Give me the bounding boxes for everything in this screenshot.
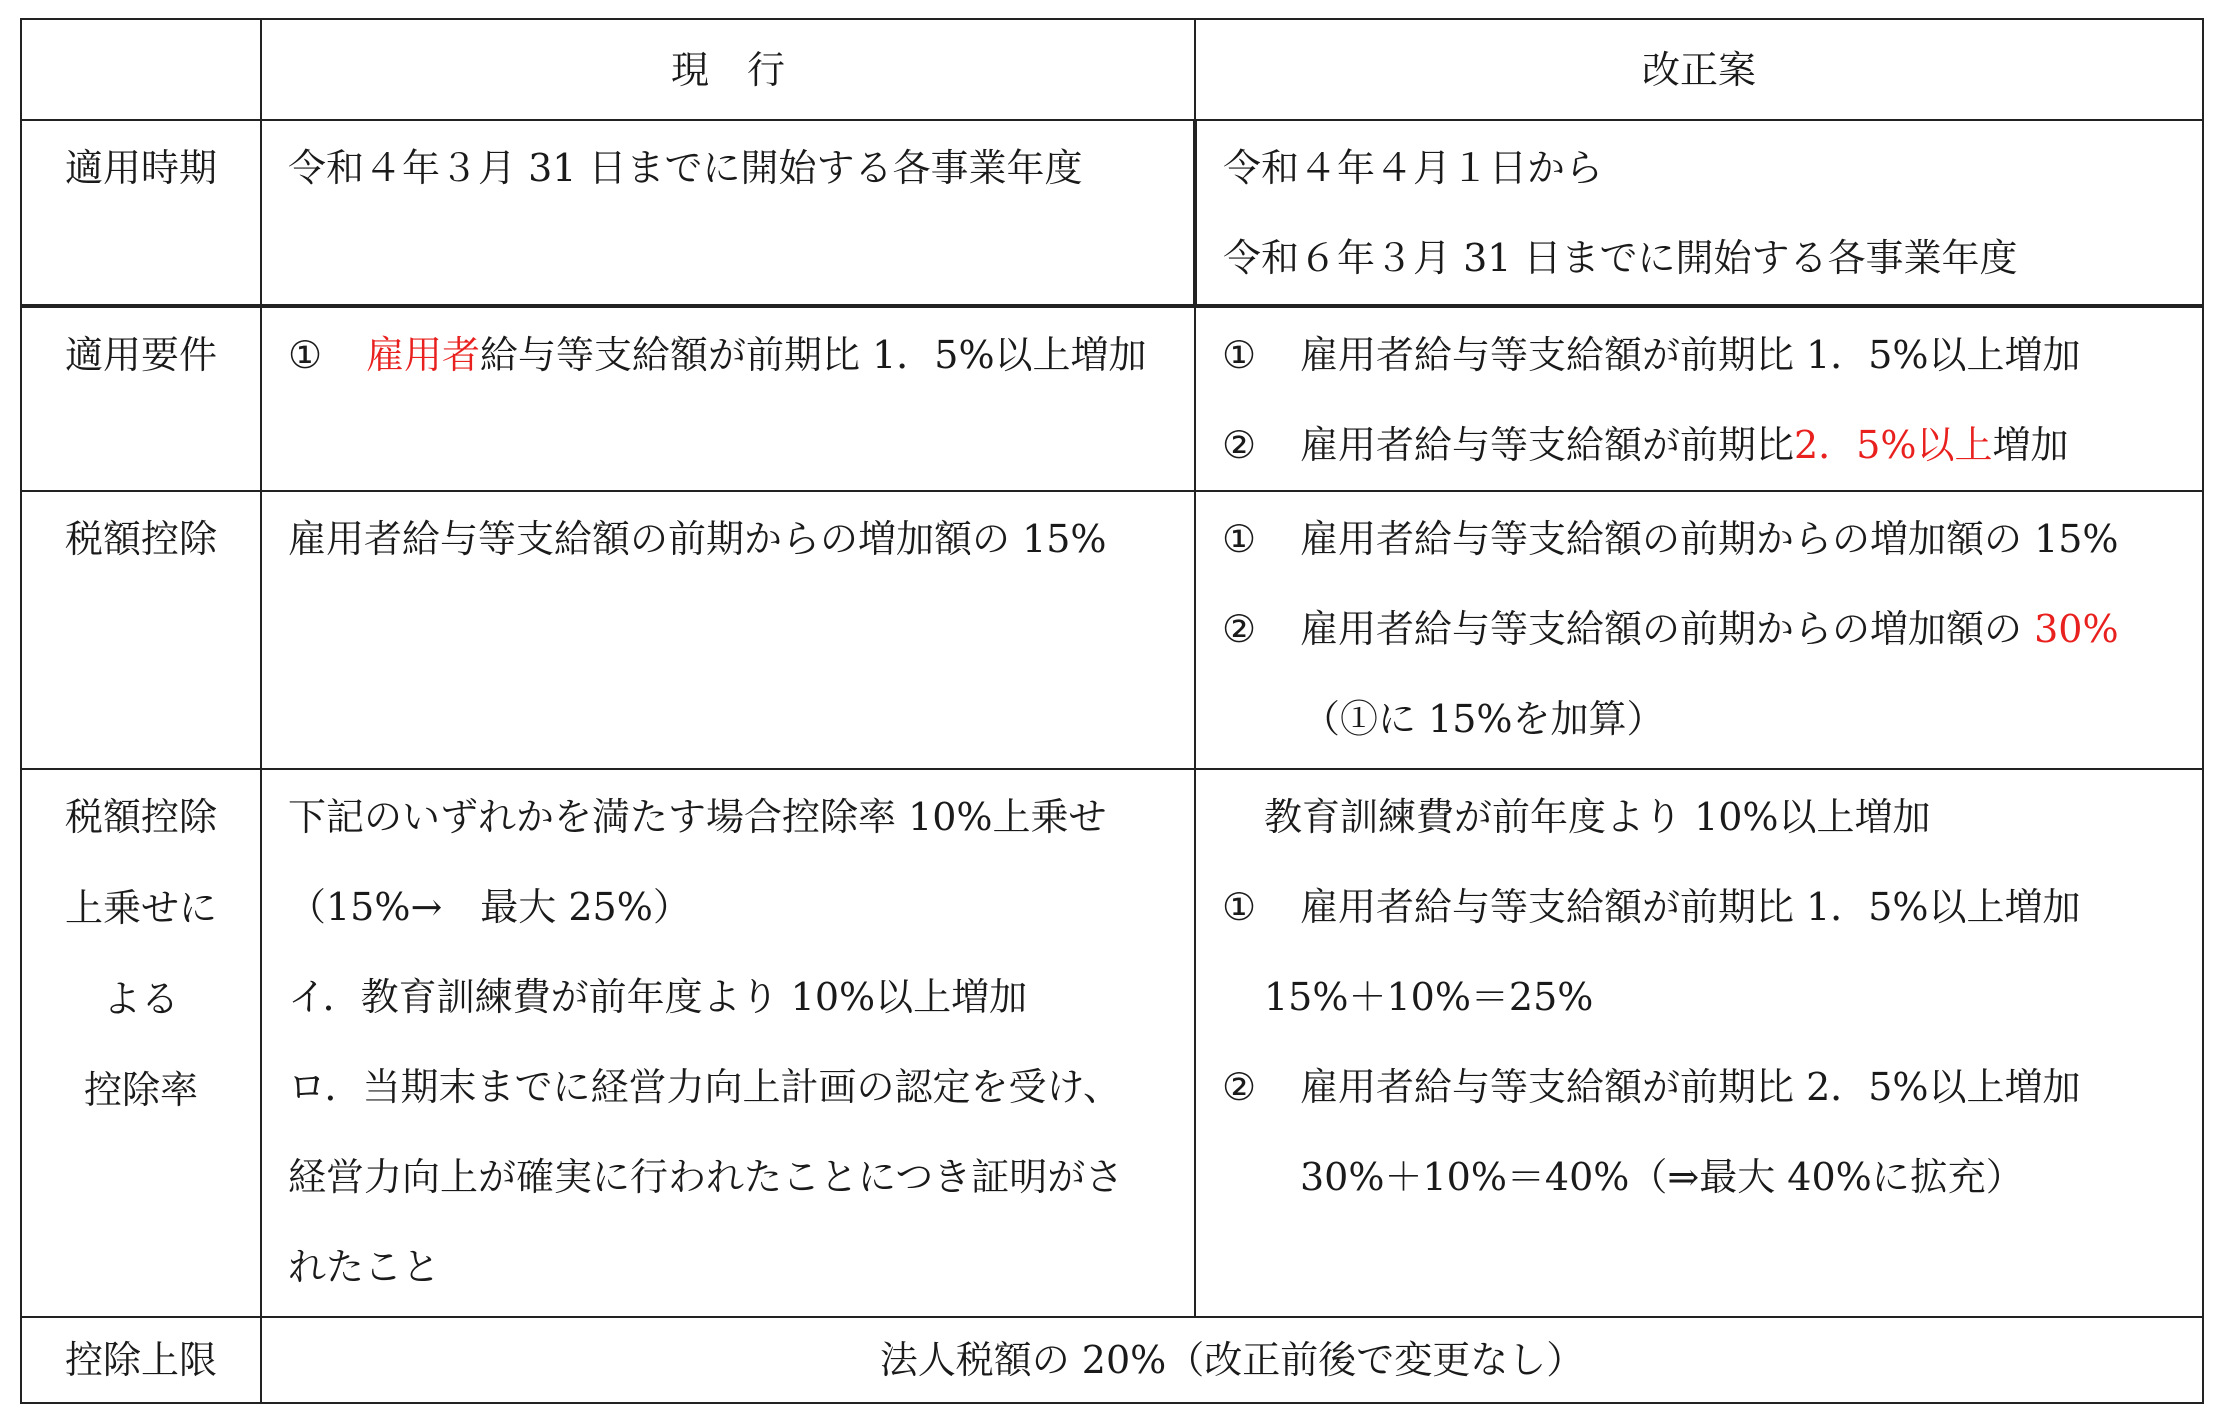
requirement-current: ① 雇用者給与等支給額が前期比 1．5%以上増加 — [261, 306, 1195, 491]
row-label-requirement: 適用要件 — [21, 306, 261, 491]
row-label-extra-rate: 税額控除 上乗せに よる 控除率 — [21, 769, 261, 1317]
period-proposal: 令和４年４月１日から 令和６年３月 31 日までに開始する各事業年度 — [1195, 120, 2203, 306]
highlight-text: 30% — [2034, 607, 2119, 651]
period-current: 令和４年３月 31 日までに開始する各事業年度 — [261, 120, 1195, 306]
table-row-extra-rate — [21, 769, 2203, 1317]
table-row-limit — [21, 1317, 2203, 1403]
extra-rate-proposal: 教育訓練費が前年度より 10%以上増加 ① 雇用者給与等支給額が前期比 1．5%以上増加 15%＋10%＝25% ② 雇用者給与等支給額が前期比 2．5%以上増加 30%＋10%＝40%（⇒最大 40%に拡充） — [1195, 769, 2203, 1317]
row-label-limit: 控除上限 — [21, 1317, 261, 1403]
header-proposal: 改正案 — [1195, 19, 2203, 120]
table-row-requirement — [21, 306, 2203, 491]
comparison-table — [20, 18, 2204, 1404]
table-row-deduction — [21, 491, 2203, 769]
deduction-current: 雇用者給与等支給額の前期からの増加額の 15% — [261, 491, 1195, 769]
row-label-period: 適用時期 — [21, 120, 261, 306]
table-row-period — [21, 120, 2203, 306]
row-label-deduction: 税額控除 — [21, 491, 261, 769]
requirement-proposal: ① 雇用者給与等支給額が前期比 1．5%以上増加 ② 雇用者給与等支給額が前期比2．5%以上増加 — [1195, 306, 2203, 491]
table-header-row — [21, 19, 2203, 120]
header-empty-cell — [21, 19, 261, 120]
extra-rate-current: 下記のいずれかを満たす場合控除率 10%上乗せ （15%→ 最大 25%） イ．教育訓練費が前年度より 10%以上増加 ロ．当期末までに経営力向上計画の認定を受け、 経営力向上が確実に行われたことにつき証明がさ れたこと — [261, 769, 1195, 1317]
header-current: 現 行 — [261, 19, 1195, 120]
limit-value: 法人税額の 20%（改正前後で変更なし） — [261, 1317, 2203, 1403]
highlight-text: 2．5%以上 — [1794, 423, 1993, 467]
deduction-proposal: ① 雇用者給与等支給額の前期からの増加額の 15% ② 雇用者給与等支給額の前期からの増加額の 30% （①に 15%を加算） — [1195, 491, 2203, 769]
highlight-text: 雇用者 — [366, 333, 481, 377]
